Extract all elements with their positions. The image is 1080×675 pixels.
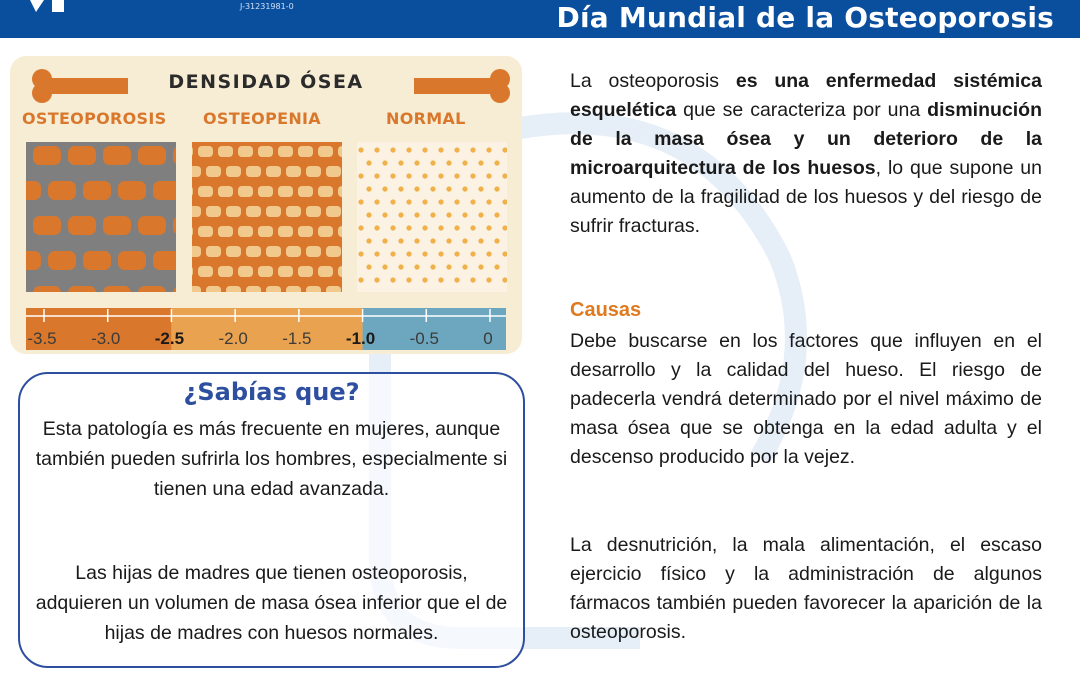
scale-tick-label: -2.5 bbox=[154, 329, 185, 348]
scale-tick-label: -3.0 bbox=[91, 329, 121, 348]
page-title: Día Mundial de la Osteoporosis bbox=[556, 1, 1054, 34]
scale-tick-label: -3.5 bbox=[27, 329, 57, 348]
label-normal: NORMAL bbox=[386, 109, 466, 128]
zone-osteopenia bbox=[171, 308, 362, 350]
scale-tick-label: -0.5 bbox=[409, 329, 439, 348]
scale-tick-label: -1.5 bbox=[282, 329, 312, 348]
bone-density-card bbox=[10, 56, 522, 354]
causes-heading: Causas bbox=[570, 299, 642, 321]
intro-paragraph bbox=[570, 67, 1042, 241]
document-code: J-31231981-0 bbox=[240, 2, 294, 11]
header-bar bbox=[0, 0, 1080, 38]
label-osteoporosis: OSTEOPOROSIS bbox=[22, 109, 167, 128]
scale-tick-label: 0 bbox=[483, 329, 493, 348]
causes-paragraph-2: La desnutrición, la mala alimentación, el escaso ejercicio físico y la administración de algunos fármacos también pueden favorecer la aparición de la osteoporosis. bbox=[570, 534, 1042, 643]
t-score-scale bbox=[26, 304, 506, 350]
did-you-know-paragraph-1: Esta patología es más frecuente en mujeres, aunque también pueden sufrirla los hombres, especialmente si tienen una edad avanzada. bbox=[35, 418, 508, 500]
density-title: DENSIDAD ÓSEA bbox=[168, 71, 364, 93]
label-osteopenia: OSTEOPENIA bbox=[203, 109, 321, 128]
intro-run-0: La osteoporosis bbox=[570, 70, 736, 92]
causes-paragraph-1: Debe buscarse en los factores que influyen en el desarrollo y la calidad del hueso. El riesgo de padecerla vendrá determinado por el nivel máximo de masa ósea que se obtenga en la edad adulta y el descenso producido por la vejez. bbox=[570, 330, 1042, 468]
normal-texture bbox=[357, 142, 507, 292]
logo-icon bbox=[30, 0, 74, 14]
intro-run-1: es una enfermedad sistémica esquelética bbox=[570, 70, 1042, 121]
osteoporosis-texture bbox=[26, 142, 176, 292]
scale-tick-label: -2.0 bbox=[218, 329, 248, 348]
osteopenia-texture bbox=[192, 142, 342, 292]
did-you-know-paragraph-2: Las hijas de madres que tienen osteoporosis, adquieren un volumen de masa ósea inferior que el de hijas de madres con huesos normales. bbox=[35, 562, 508, 644]
scale-tick-label: -1.0 bbox=[345, 329, 376, 348]
did-you-know-title: ¿Sabías que? bbox=[183, 378, 360, 406]
did-you-know-box bbox=[18, 372, 525, 668]
intro-run-3: disminución de la masa ósea y un deterioro de la microarquitectura de los huesos bbox=[570, 99, 1042, 179]
intro-run-2: que se caracteriza por una bbox=[676, 99, 928, 121]
intro-run-4: , lo que supone un aumento de la fragilidad de los huesos y del riesgo de sufrir fracturas. bbox=[570, 157, 1042, 237]
